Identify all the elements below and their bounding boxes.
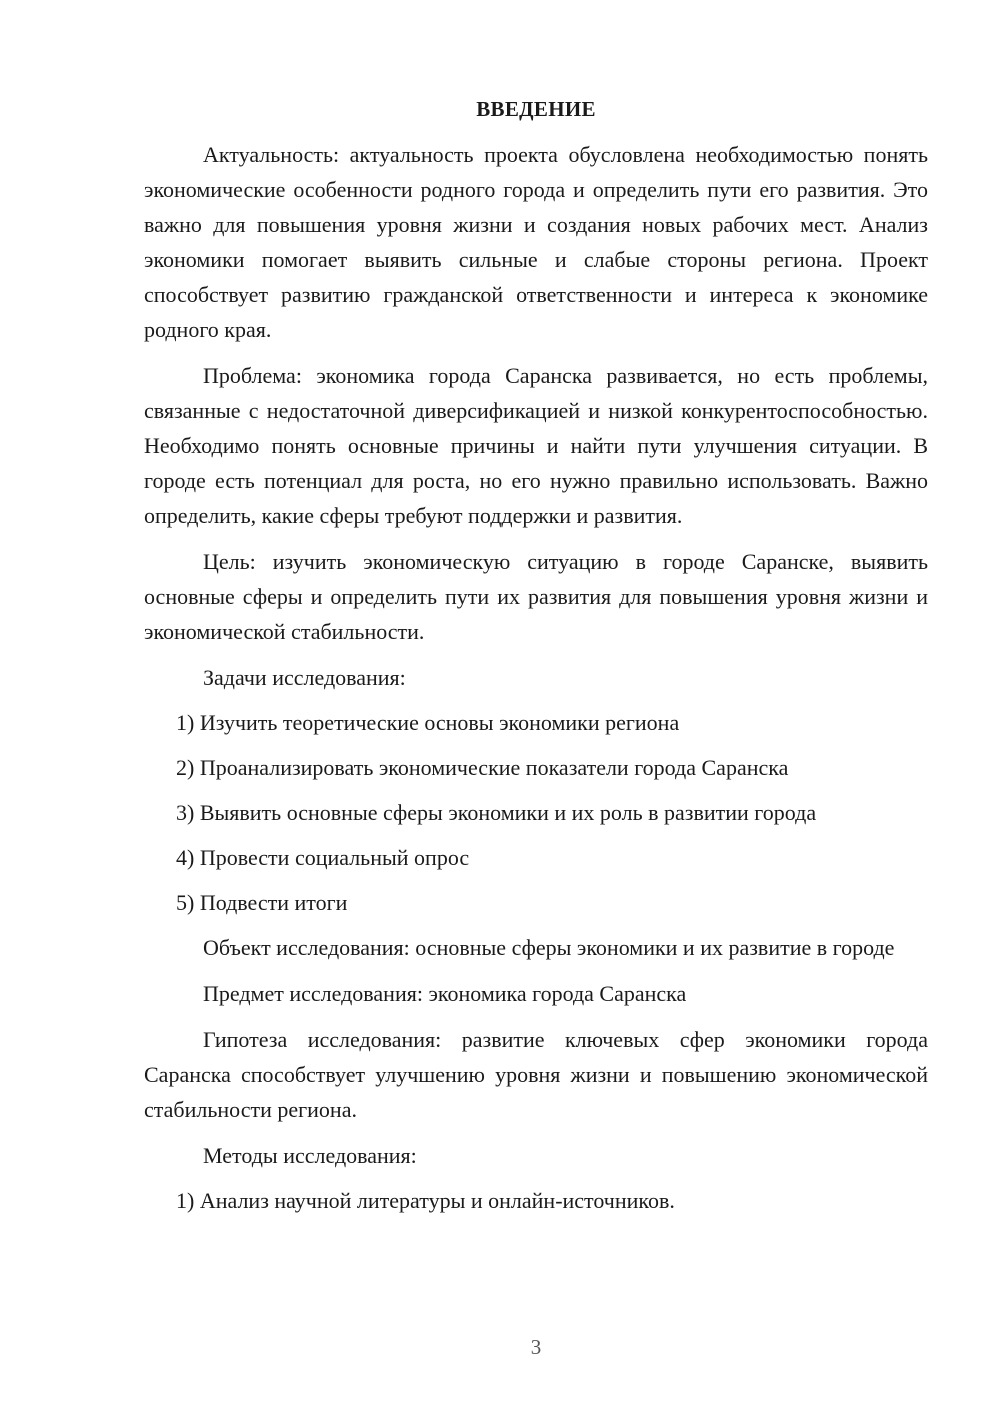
problem-paragraph: Проблема: экономика города Саранска развивается, но есть проблемы, связанные с недостаточной диверсификацией и низкой конкурентоспособностью. Необходимо понять основные причины и найти пути улучшения ситуации. В городе есть потенциал для роста, но его нужно правильно использовать. Важно определить, какие сферы требуют поддержки и развития. <box>144 363 928 528</box>
methods-list <box>144 1183 928 1218</box>
page-number: 3 <box>530 1335 542 1359</box>
page-content <box>144 92 928 1228</box>
list-item: 4) Провести социальный опрос <box>176 845 470 870</box>
object-paragraph: Объект исследования: основные сферы экономики и их развитие в городе <box>203 935 895 960</box>
list-item: 2) Проанализировать экономические показатели города Саранска <box>176 755 789 780</box>
methods-label: Методы исследования: <box>203 1143 417 1168</box>
tasks-list <box>144 705 928 920</box>
list-item: 1) Анализ научной литературы и онлайн-источников. <box>176 1188 675 1213</box>
subject-paragraph: Предмет исследования: экономика города Саранска <box>203 981 687 1006</box>
tasks-label: Задачи исследования: <box>203 665 406 690</box>
list-item: 5) Подвести итоги <box>176 890 348 915</box>
goal-paragraph: Цель: изучить экономическую ситуацию в городе Саранске, выявить основные сферы и определить пути их развития для повышения уровня жизни и экономической стабильности. <box>144 549 928 644</box>
list-item: 1) Изучить теоретические основы экономики региона <box>176 710 680 735</box>
section-title: ВВЕДЕНИЕ <box>476 97 596 121</box>
hypothesis-paragraph: Гипотеза исследования: развитие ключевых сфер экономики города Саранска способствует улучшению уровня жизни и повышению экономической стабильности региона. <box>144 1027 928 1122</box>
list-item: 3) Выявить основные сферы экономики и их роль в развитии города <box>176 800 817 825</box>
relevance-paragraph: Актуальность: актуальность проекта обусловлена необходимостью понять экономические особенности родного города и определить пути его развития. Это важно для повышения уровня жизни и создания новых рабочих мест. Анализ экономики помогает выявить сильные и слабые стороны региона. Проект способствует развитию гражданской ответственности и интереса к экономике родного края. <box>144 142 928 342</box>
